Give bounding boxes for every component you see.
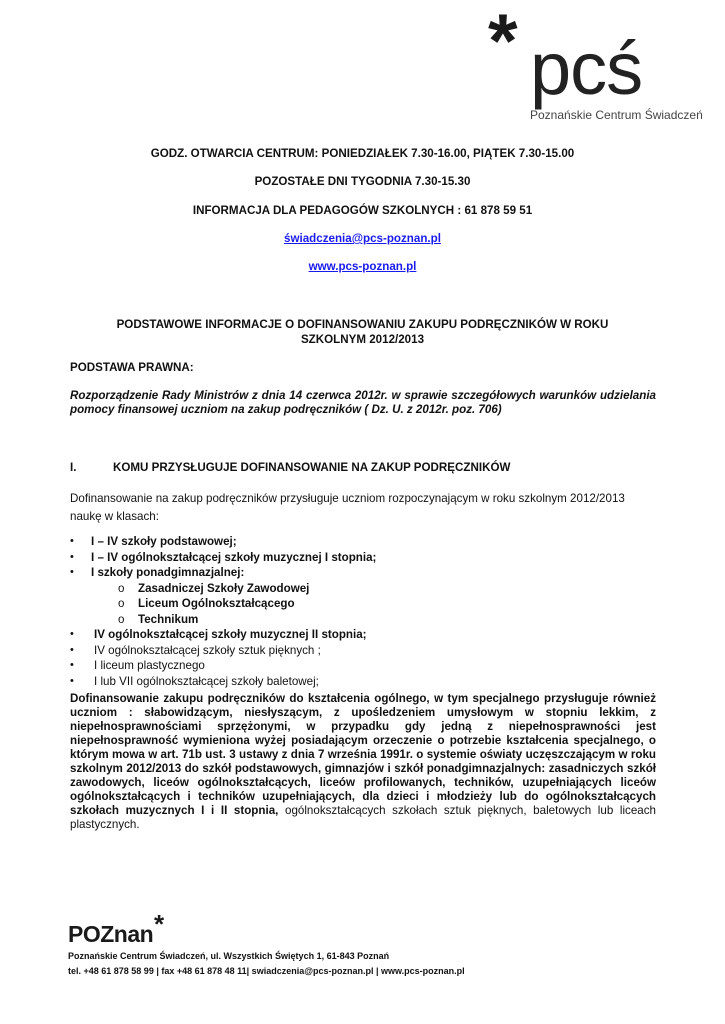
list-item bbox=[70, 643, 650, 659]
circle-bullet-icon: o bbox=[118, 612, 125, 626]
bullet-icon: • bbox=[70, 566, 74, 578]
logo-wordmark: pcś bbox=[530, 27, 643, 110]
other-days-hours-line: POZOSTAŁE DNI TYGODNIA 7.30-15.30 bbox=[254, 175, 471, 188]
intro-paragraph: Dofinansowanie na zakup podręczników przysługuje uczniom rozpoczynającym w roku szkolnym 2012/2013 naukę w klasach: bbox=[70, 492, 625, 523]
pcs-logo bbox=[488, 0, 703, 124]
list-item-text: I – IV szkoły podstawowej; bbox=[91, 535, 237, 548]
opening-hours-line: GODZ. OTWARCIA CENTRUM: PONIEDZIAŁEK 7.30-16.00, PIĄTEK 7.30-15.00 bbox=[150, 147, 575, 160]
list-item-text: I lub VII ogólnokształcącej szkoły baletowej; bbox=[94, 674, 319, 688]
footer-contact: tel. +48 61 878 58 99 | fax +48 61 878 48 11| swiadczenia@pcs-poznan.pl | www.pcs-poznan.pl bbox=[68, 966, 465, 976]
circle-bullet-icon: o bbox=[118, 597, 125, 610]
teacher-info-line: INFORMACJA DLA PEDAGOGÓW SZKOLNYCH : 61 878 59 51 bbox=[192, 204, 533, 217]
logo-caption: Poznańskie Centrum Świadczeń bbox=[530, 108, 703, 122]
asterisk-icon: * bbox=[154, 909, 165, 939]
eligible-classes-list bbox=[70, 534, 650, 689]
list-item bbox=[70, 658, 650, 674]
doc-title-line1: PODSTAWOWE INFORMACJE O DOFINANSOWANIU ZAKUPU PODRĘCZNIKÓW W ROKU bbox=[116, 318, 609, 331]
paragraph-normal-part: ogólnokształcących szkołach sztuk pięknych, baletowych lub liceach plastycznych. bbox=[70, 804, 656, 831]
section-title: KOMU PRZYSŁUGUJE DOFINANSOWANIE NA ZAKUP PODRĘCZNIKÓW bbox=[113, 461, 511, 474]
footer-address: Poznańskie Centrum Świadczeń, ul. Wszystkich Świętych 1, 61-843 Poznań bbox=[68, 951, 390, 961]
poznan-wordmark: POZnan bbox=[68, 921, 154, 947]
sub-list-item bbox=[70, 596, 650, 612]
list-item bbox=[70, 674, 650, 690]
sub-list-item-text: Technikum bbox=[138, 612, 199, 626]
legal-basis-text: Rozporządzenie Rady Ministrów z dnia 14 czerwca 2012r. w sprawie szczegółowych warunków udzielania pomocy finansowej uczniom na zakup podręczników ( Dz. U. z 2012r. poz. 706) bbox=[70, 389, 656, 416]
legal-basis-label: PODSTAWA PRAWNA: bbox=[70, 361, 194, 374]
email-link[interactable]: świadczenia@pcs-poznan.pl bbox=[284, 232, 441, 245]
list-item-text: I liceum plastycznego bbox=[94, 659, 205, 672]
list-item bbox=[70, 534, 650, 550]
list-item-text: IV ogólnokształcącej szkoły muzycznej II stopnia; bbox=[94, 628, 367, 641]
sub-list-item bbox=[70, 612, 650, 628]
special-education-paragraph bbox=[70, 692, 656, 832]
sub-list-item bbox=[70, 581, 650, 597]
section-number: I. bbox=[70, 461, 77, 474]
sub-list-item-text: Liceum Ogólnokształcącego bbox=[138, 597, 295, 610]
bullet-icon: • bbox=[70, 674, 74, 687]
list-item-text: IV ogólnokształcącej szkoły sztuk pięknych ; bbox=[94, 643, 321, 657]
list-item bbox=[70, 550, 650, 566]
bullet-icon: • bbox=[70, 535, 74, 547]
website-link[interactable]: www.pcs-poznan.pl bbox=[308, 260, 417, 273]
list-item bbox=[70, 627, 650, 643]
bullet-icon: • bbox=[70, 550, 74, 563]
bullet-icon: • bbox=[70, 643, 74, 656]
list-item-text: I szkoły ponadgimnazjalnej: bbox=[91, 566, 245, 579]
list-item bbox=[70, 565, 650, 581]
paragraph-bold-part: Dofinansowanie zakupu podręczników do kształcenia ogólnego, w tym specjalnego przysługuje również uczniom : słabowidzącym, niesłyszącym, z upośledzeniem umysłowym w stopniu lekkim, z niepełnosprawnościami sprzężonymi, w przypadku gdy jedną z niepełnosprawności jest niepełnosprawność wymieniona wyżej posiadającym orzeczenie o potrzebie kształcenia specjalnego, o którym mowa w art. 71b ust. 3 ustawy z dnia 7 września 1991r. o systemie oświaty uczęszczającym w roku szkolnym 2012/2013 do szkół podstawowych, gimnazjów i szkół ponadgimnazjalnych: zasadniczych szkół zawodowych, liceów ogólnokształcących, liceów profilowanych, techników, uzupełniających liceów ogólnokształcących i techników uzupełniających, dla dzieci i młodzieży lub do ogólnokształcących szkołach muzycznych I i II stopnia, bbox=[70, 692, 656, 817]
list-item-text: I – IV ogólnokształcącej szkoły muzycznej I stopnia; bbox=[91, 550, 377, 564]
bullet-icon: • bbox=[70, 659, 74, 671]
sub-list-item-text: Zasadniczej Szkoły Zawodowej bbox=[138, 581, 310, 595]
doc-title-line2: SZKOLNYM 2012/2013 bbox=[300, 333, 425, 346]
asterisk-logo-icon: * bbox=[488, 0, 518, 84]
circle-bullet-icon: o bbox=[118, 581, 125, 595]
bullet-icon: • bbox=[70, 628, 74, 640]
